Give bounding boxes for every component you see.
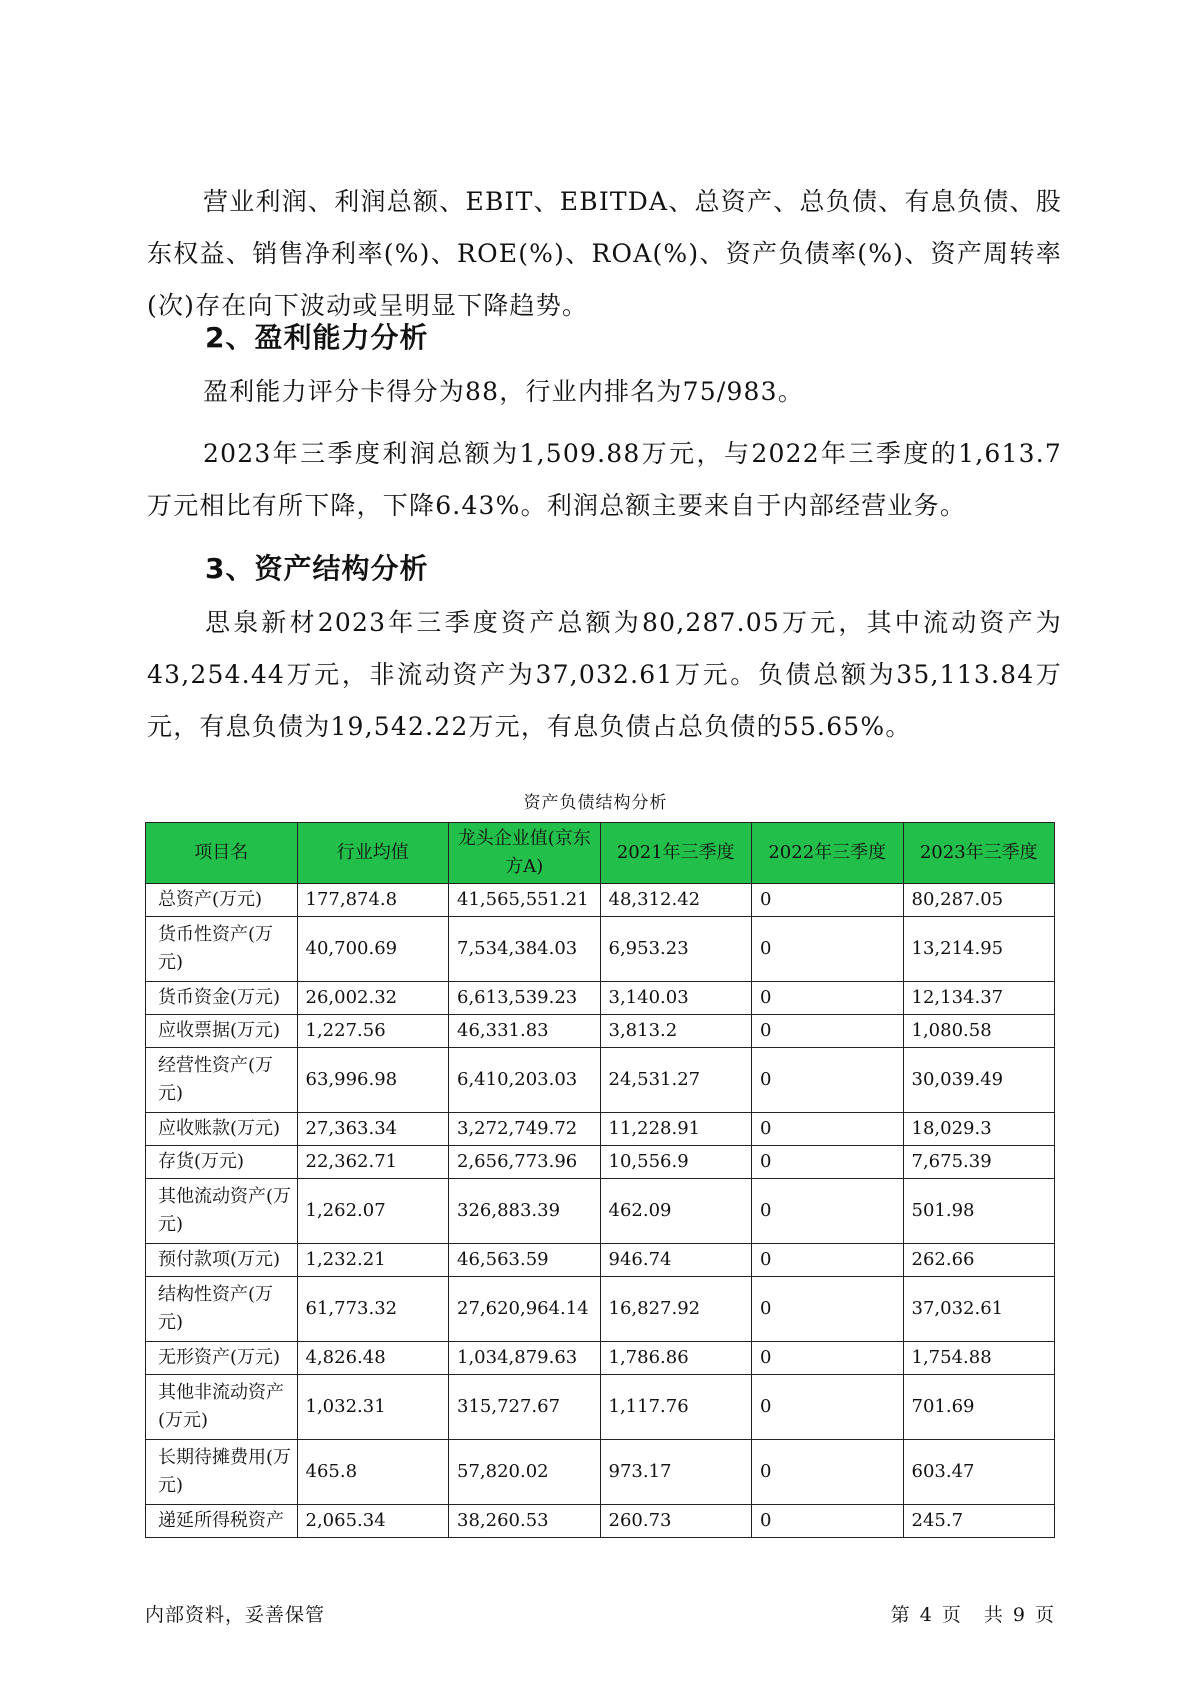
footer-confidential-note: 内部资料，妥善保管	[145, 1604, 326, 1626]
table-header-row	[146, 823, 1055, 884]
table-cell-value: 27,620,964.14	[449, 1277, 601, 1342]
table-cell-value: 0	[752, 1244, 904, 1277]
table-row	[146, 1375, 1055, 1440]
paragraph-score	[147, 366, 1062, 418]
table-row	[146, 1342, 1055, 1375]
table-row	[146, 1505, 1055, 1538]
table-cell-value: 0	[752, 1146, 904, 1179]
table-cell-item: 其他流动资产(万元)	[146, 1179, 298, 1244]
table-cell-value: 1,262.07	[297, 1179, 449, 1244]
table-cell-item: 结构性资产(万元)	[146, 1277, 298, 1342]
heading-profitability: 2、盈利能力分析	[205, 321, 429, 354]
table-cell-value: 7,675.39	[903, 1146, 1055, 1179]
table-cell-value: 973.17	[600, 1440, 752, 1505]
paragraph-score-text: 盈利能力评分卡得分为88，行业内排名为75/983。	[203, 377, 804, 406]
table-row	[146, 1440, 1055, 1505]
table-cell-value: 0	[752, 1015, 904, 1048]
table-cell-value: 1,786.86	[600, 1342, 752, 1375]
table-cell-item: 经营性资产(万元)	[146, 1048, 298, 1113]
table-cell-value: 0	[752, 1342, 904, 1375]
table-cell-value: 16,827.92	[600, 1277, 752, 1342]
table-cell-value: 0	[752, 1179, 904, 1244]
table-cell-item: 货币资金(万元)	[146, 982, 298, 1015]
balance-structure-table	[145, 822, 1055, 1538]
table-cell-value: 0	[752, 982, 904, 1015]
table-cell-item: 货币性资产(万元)	[146, 917, 298, 982]
table-cell-value: 1,080.58	[903, 1015, 1055, 1048]
table-cell-value: 11,228.91	[600, 1113, 752, 1146]
table-row	[146, 884, 1055, 917]
paragraph-trend	[147, 176, 1062, 332]
table-cell-value: 603.47	[903, 1440, 1055, 1505]
table-cell-value: 26,002.32	[297, 982, 449, 1015]
table-cell-value: 38,260.53	[449, 1505, 601, 1538]
table-cell-value: 0	[752, 1375, 904, 1440]
header-leader-value: 龙头企业值(京东方A)	[449, 823, 601, 884]
table-cell-value: 7,534,384.03	[449, 917, 601, 982]
table-cell-value: 701.69	[903, 1375, 1055, 1440]
header-item-name: 项目名	[146, 823, 298, 884]
table-cell-value: 3,272,749.72	[449, 1113, 601, 1146]
table-row	[146, 1179, 1055, 1244]
table-cell-item: 无形资产(万元)	[146, 1342, 298, 1375]
table-cell-value: 3,140.03	[600, 982, 752, 1015]
table-cell-item: 长期待摊费用(万元)	[146, 1440, 298, 1505]
paragraph-trend-text: 营业利润、利润总额、EBIT、EBITDA、总资产、总负债、有息负债、股东权益、销售净利率(%)、ROE(%)、ROA(%)、资产负债率(%)、资产周转率(次)存在向下波动或呈明显下降趋势。	[147, 187, 1062, 320]
table-cell-value: 462.09	[600, 1179, 752, 1244]
table-cell-value: 37,032.61	[903, 1277, 1055, 1342]
table-row	[146, 917, 1055, 982]
table-row	[146, 1146, 1055, 1179]
table-cell-value: 315,727.67	[449, 1375, 601, 1440]
table-cell-value: 326,883.39	[449, 1179, 601, 1244]
table-cell-value: 63,996.98	[297, 1048, 449, 1113]
table-cell-value: 3,813.2	[600, 1015, 752, 1048]
header-2021-q3: 2021年三季度	[600, 823, 752, 884]
table-cell-value: 1,032.31	[297, 1375, 449, 1440]
table-cell-value: 24,531.27	[600, 1048, 752, 1113]
table-cell-value: 57,820.02	[449, 1440, 601, 1505]
table-cell-value: 0	[752, 1048, 904, 1113]
table-cell-value: 6,953.23	[600, 917, 752, 982]
table-cell-value: 177,874.8	[297, 884, 449, 917]
table-cell-item: 总资产(万元)	[146, 884, 298, 917]
table-cell-value: 1,117.76	[600, 1375, 752, 1440]
paragraph-assets	[147, 597, 1062, 753]
table-cell-value: 2,656,773.96	[449, 1146, 601, 1179]
table-cell-value: 465.8	[297, 1440, 449, 1505]
table-cell-value: 501.98	[903, 1179, 1055, 1244]
table-cell-value: 0	[752, 1277, 904, 1342]
table-cell-value: 13,214.95	[903, 917, 1055, 982]
table-cell-value: 0	[752, 884, 904, 917]
table-cell-item: 应收票据(万元)	[146, 1015, 298, 1048]
table-cell-value: 41,565,551.21	[449, 884, 601, 917]
table-cell-value: 946.74	[600, 1244, 752, 1277]
table-row	[146, 982, 1055, 1015]
footer-page-number: 第 4 页 共 9 页	[890, 1604, 1056, 1626]
table-cell-value: 6,613,539.23	[449, 982, 601, 1015]
table-cell-value: 4,826.48	[297, 1342, 449, 1375]
table-cell-value: 1,034,879.63	[449, 1342, 601, 1375]
table-cell-value: 262.66	[903, 1244, 1055, 1277]
header-2023-q3: 2023年三季度	[903, 823, 1055, 884]
table-cell-item: 应收账款(万元)	[146, 1113, 298, 1146]
table-cell-item: 预付款项(万元)	[146, 1244, 298, 1277]
table-cell-value: 12,134.37	[903, 982, 1055, 1015]
table-row	[146, 1113, 1055, 1146]
table-cell-value: 0	[752, 1440, 904, 1505]
table-cell-value: 0	[752, 1505, 904, 1538]
table-cell-value: 2,065.34	[297, 1505, 449, 1538]
table-cell-value: 1,232.21	[297, 1244, 449, 1277]
table-cell-value: 46,563.59	[449, 1244, 601, 1277]
table-row	[146, 1244, 1055, 1277]
table-cell-item: 存货(万元)	[146, 1146, 298, 1179]
table-cell-value: 0	[752, 917, 904, 982]
header-industry-average: 行业均值	[297, 823, 449, 884]
table-cell-value: 80,287.05	[903, 884, 1055, 917]
table-cell-value: 1,754.88	[903, 1342, 1055, 1375]
table-cell-value: 18,029.3	[903, 1113, 1055, 1146]
table-cell-value: 1,227.56	[297, 1015, 449, 1048]
paragraph-profit-text: 2023年三季度利润总额为1,509.88万元，与2022年三季度的1,613.7万元相比有所下降，下降6.43%。利润总额主要来自于内部经营业务。	[147, 439, 1062, 520]
table-cell-value: 61,773.32	[297, 1277, 449, 1342]
table-cell-item: 其他非流动资产(万元)	[146, 1375, 298, 1440]
table-cell-value: 48,312.42	[600, 884, 752, 917]
table-cell-value: 46,331.83	[449, 1015, 601, 1048]
table-caption: 资产负债结构分析	[523, 793, 668, 813]
table-body	[146, 884, 1055, 1538]
table-cell-value: 30,039.49	[903, 1048, 1055, 1113]
table-cell-value: 10,556.9	[600, 1146, 752, 1179]
table-cell-value: 245.7	[903, 1505, 1055, 1538]
table-cell-value: 0	[752, 1113, 904, 1146]
table-cell-value: 6,410,203.03	[449, 1048, 601, 1113]
table-row	[146, 1015, 1055, 1048]
table-row	[146, 1048, 1055, 1113]
paragraph-profit	[147, 428, 1062, 532]
header-2022-q3: 2022年三季度	[752, 823, 904, 884]
table-cell-value: 260.73	[600, 1505, 752, 1538]
table-cell-value: 22,362.71	[297, 1146, 449, 1179]
table-row	[146, 1277, 1055, 1342]
table-cell-value: 40,700.69	[297, 917, 449, 982]
table-cell-value: 27,363.34	[297, 1113, 449, 1146]
table-cell-item: 递延所得税资产	[146, 1505, 298, 1538]
paragraph-assets-text: 思泉新材2023年三季度资产总额为80,287.05万元，其中流动资产为43,254.44万元，非流动资产为37,032.61万元。负债总额为35,113.84万元，有息负债为19,542.22万元，有息负债占总负债的55.65%。	[147, 608, 1062, 741]
heading-asset-structure: 3、资产结构分析	[205, 552, 429, 585]
